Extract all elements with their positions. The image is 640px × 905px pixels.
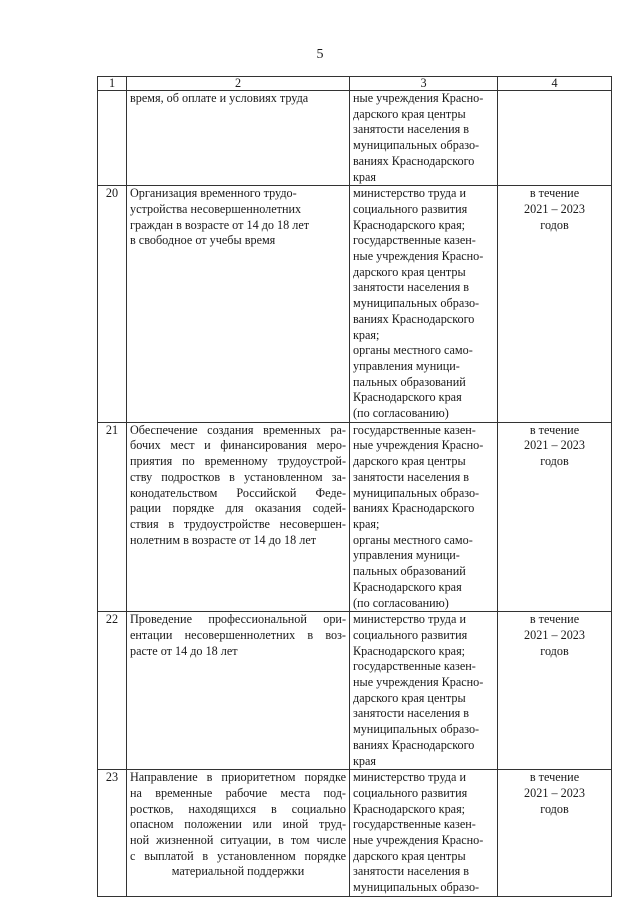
executor-line: государственные казен-: [353, 659, 476, 674]
event-line: Проведение профессиональной ори-: [130, 612, 346, 627]
event-line: время, об оплате и условиях труда: [130, 91, 309, 105]
event-cell: [127, 91, 350, 186]
executor-line: государственные казен-: [353, 233, 476, 248]
executor-line: (по согласованию): [353, 406, 449, 421]
event-line: расте от 14 до 18 лет: [130, 643, 238, 658]
executor-line: муниципальных образо-: [353, 880, 480, 895]
term-line: годов: [540, 217, 569, 232]
page-number: 5: [316, 47, 324, 62]
executor-cell: [350, 91, 498, 186]
executor-line: государственные казен-: [353, 422, 476, 437]
executor-line: муниципальных образо-: [353, 138, 480, 153]
executor-line: ные учреждения Красно-: [353, 675, 484, 690]
executor-line: органы местного само-: [353, 343, 473, 358]
term-line: 2021 – 2023: [524, 785, 585, 800]
executor-line: пальных образований: [353, 374, 466, 389]
event-line: ной жизненной ситуации, в том числе: [130, 833, 346, 848]
executor-line: дарского края центры: [353, 454, 466, 469]
term-line: 2021 – 2023: [524, 438, 585, 453]
executor-line: Краснодарского края;: [353, 217, 466, 232]
executor-line: социального развития: [353, 627, 468, 642]
executor-line: Краснодарского края: [353, 390, 462, 405]
row-number: 23: [98, 770, 127, 897]
table-row: [98, 186, 612, 423]
executor-line: министерство труда и: [353, 770, 466, 785]
event-cell: [127, 422, 350, 611]
executor-line: ваниях Краснодарского: [353, 311, 475, 326]
term-cell: [498, 186, 612, 423]
executor-line: дарского края центры: [353, 264, 466, 279]
executor-line: дарского края центры: [353, 106, 466, 121]
row-number: 22: [98, 612, 127, 770]
term-line: годов: [540, 454, 569, 469]
executor-line: занятости населения в: [353, 469, 470, 484]
event-line: ентации несовершеннолетних в воз-: [130, 627, 346, 642]
column-header-term: 4: [498, 77, 612, 91]
row-number: 21: [98, 422, 127, 611]
term-line: 2021 – 2023: [524, 201, 585, 216]
term-cell: [498, 612, 612, 770]
executor-line: министерство труда и: [353, 186, 466, 201]
executor-line: государственные казен-: [353, 817, 476, 832]
table-row: [98, 770, 612, 897]
executor-line: Краснодарского края;: [353, 643, 466, 658]
executor-line: ные учреждения Красно-: [353, 91, 484, 105]
event-cell: [127, 186, 350, 423]
executor-line: ные учреждения Красно-: [353, 438, 484, 453]
executor-cell: [350, 186, 498, 423]
event-line: Организация временного трудо-: [130, 186, 297, 201]
executor-line: края: [353, 169, 377, 184]
event-line: материальной поддержки: [171, 864, 305, 879]
term-line: годов: [540, 643, 569, 658]
event-line: Направление в приоритетном порядке: [130, 770, 346, 785]
row-number: 20: [98, 186, 127, 423]
executor-line: края;: [353, 516, 380, 531]
term-line: в течение: [529, 186, 580, 201]
term-line: в течение: [529, 422, 580, 437]
event-line: рации порядке для оказания содей-: [130, 501, 346, 516]
column-header-number: 1: [98, 77, 127, 91]
event-cell: [127, 612, 350, 770]
event-line: устройства несовершеннолетних: [130, 201, 302, 216]
event-line: бочих мест и финансирования меро-: [130, 438, 346, 453]
term-line: 2021 – 2023: [524, 627, 585, 642]
term-cell: [498, 422, 612, 611]
event-line: конодательством Российской Феде-: [130, 485, 346, 500]
column-header-event: 2: [127, 77, 350, 91]
executor-line: края: [353, 753, 377, 768]
executor-line: дарского края центры: [353, 690, 466, 705]
executor-line: управления муници-: [353, 548, 460, 563]
row-number: [98, 91, 127, 186]
executor-line: ваниях Краснодарского: [353, 501, 475, 516]
executor-line: ные учреждения Красно-: [353, 249, 484, 264]
executor-line: органы местного само-: [353, 532, 473, 547]
executor-line: социального развития: [353, 785, 468, 800]
executor-line: занятости населения в: [353, 864, 470, 879]
table-row-continuation: [98, 91, 612, 186]
executor-line: ные учреждения Красно-: [353, 833, 484, 848]
table-header-row: [98, 77, 612, 91]
executor-line: занятости населения в: [353, 280, 470, 295]
executor-line: Краснодарского края;: [353, 801, 466, 816]
measures-table: [97, 76, 612, 897]
table-row: [98, 422, 612, 611]
executor-line: занятости населения в: [353, 122, 470, 137]
executor-line: муниципальных образо-: [353, 485, 480, 500]
event-line: ству подростков в установленном за-: [130, 469, 346, 484]
executor-line: ваниях Краснодарского: [353, 153, 475, 168]
executor-line: дарского края центры: [353, 848, 466, 863]
executor-line: ваниях Краснодарского: [353, 737, 475, 752]
executor-cell: [350, 770, 498, 897]
event-line: на временные рабочие места под-: [130, 785, 346, 800]
executor-line: занятости населения в: [353, 706, 470, 721]
executor-cell: [350, 422, 498, 611]
event-line: ствия в трудоустройстве несовершен-: [130, 516, 346, 531]
event-line: Обеспечение создания временных ра-: [130, 422, 346, 437]
executor-line: Краснодарского края: [353, 579, 462, 594]
executor-line: муниципальных образо-: [353, 722, 480, 737]
table-row: [98, 612, 612, 770]
event-line: опасном положении или иной труд-: [130, 817, 346, 832]
executor-line: муниципальных образо-: [353, 296, 480, 311]
term-cell: [498, 91, 612, 186]
executor-line: края;: [353, 327, 380, 342]
term-line: в течение: [529, 770, 580, 785]
executor-line: управления муници-: [353, 358, 460, 373]
term-line: годов: [540, 801, 569, 816]
event-cell: [127, 770, 350, 897]
term-line: в течение: [529, 612, 580, 627]
executor-cell: [350, 612, 498, 770]
term-cell: [498, 770, 612, 897]
executor-line: министерство труда и: [353, 612, 466, 627]
event-line: нолетним в возрасте от 14 до 18 лет: [130, 532, 317, 547]
executor-line: пальных образований: [353, 564, 466, 579]
executor-line: социального развития: [353, 201, 468, 216]
executor-line: (по согласованию): [353, 595, 449, 610]
event-line: в свободное от учебы время: [130, 233, 276, 248]
event-line: с выплатой в установленном порядке: [130, 848, 346, 863]
column-header-executor: 3: [350, 77, 498, 91]
event-line: приятия по временному трудоустрой-: [130, 454, 346, 469]
event-line: граждан в возрасте от 14 до 18 лет: [130, 217, 310, 232]
event-line: ростков, находящихся в социально: [130, 801, 346, 816]
